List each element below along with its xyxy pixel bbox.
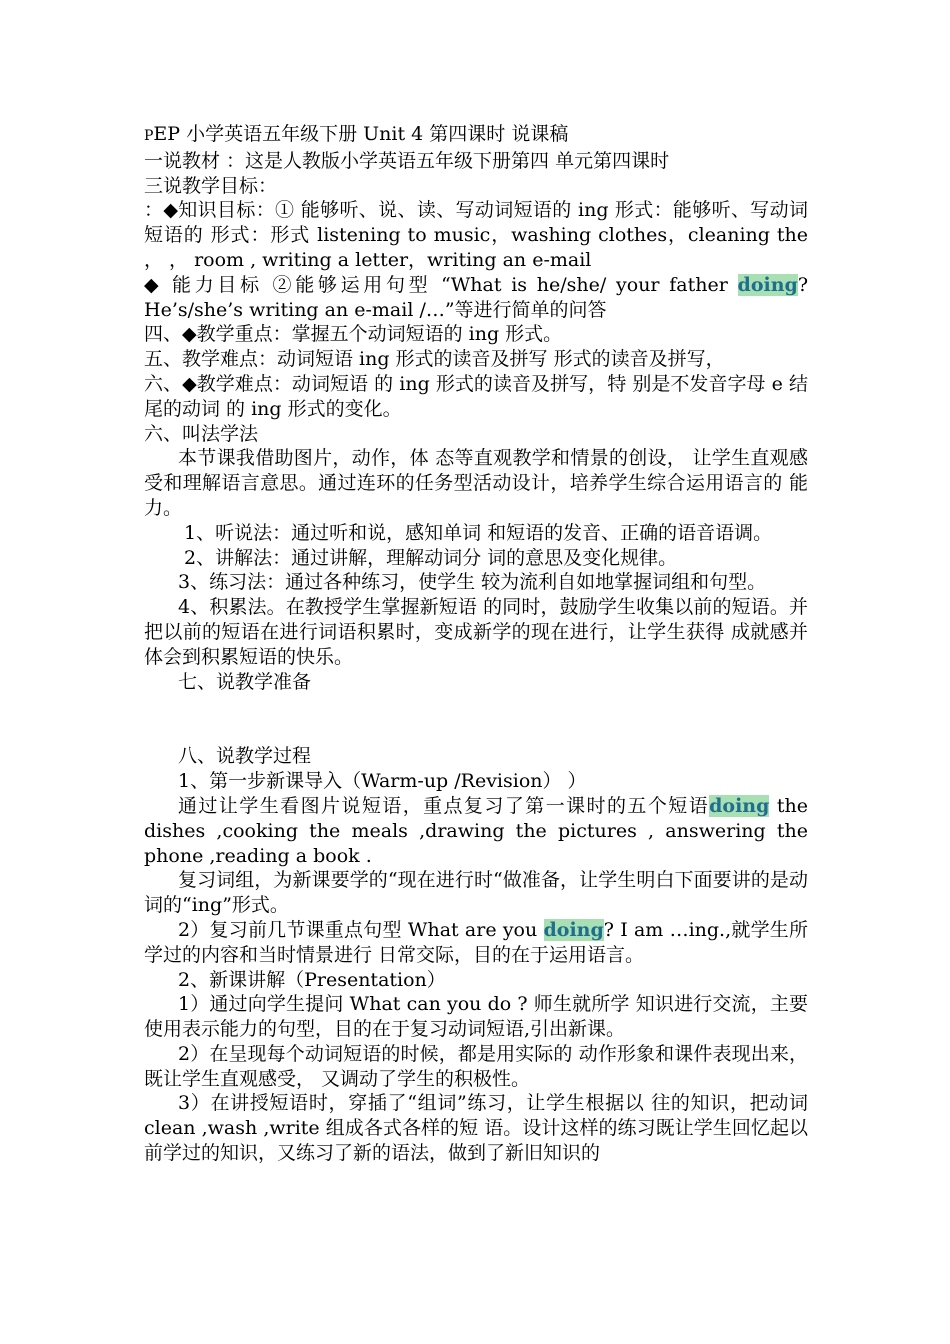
highlight-doing: doing xyxy=(737,273,798,296)
method-listening: 1、听说法：通过听和说，感知单词 和短语的发音、正确的语音语调。 xyxy=(184,521,773,544)
step-1-review: 复习词组，为新课要学的“现在进行时“做准备，让学生明白下面要讲的是动词的“ing”形式。 xyxy=(144,869,808,917)
section-objectives-heading: 三说教学目标： xyxy=(144,174,278,197)
methods-intro: 本节课我借助图片，动作，体 态等直观教学和情景的创设， 让学生直观感受和理解语言意思。通过连环的任务型活动设计，培养学生综合运用语言的 能力。 xyxy=(144,447,808,519)
section-textbook: 一说教材 ：这是人教版小学英语五年级下册第四 单元第四课时 xyxy=(144,149,670,172)
method-practice: 3、练习法：通过各种练习，使学生 较为流利自如地掌握词组和句型。 xyxy=(178,571,767,594)
step-2-item-1: 1）通过向学生提问 What can you do ? 师生就所学 知识进行交流，主要使用表示能力的句型，目的在于复习动词短语,引出新课。 xyxy=(144,993,808,1041)
process-heading: 八、说教学过程 xyxy=(178,745,312,768)
title-prefix: P xyxy=(144,128,154,144)
teaching-key-point: 四、◆教学重点：掌握五个动词短语的 ing 形式。 xyxy=(144,323,563,346)
preparation-heading: 七、说教学准备 xyxy=(178,670,312,693)
ability-objective-text: ◆ 能力目标 ②能够运用句型 “What is he/she/ your father xyxy=(144,273,738,296)
teaching-difficulty-2: 六、◆教学难点：动词短语 的 ing 形式的读音及拼写，特 别是不发音字母 e 结尾的动词 的 ing 形式的变化。 xyxy=(144,372,808,420)
method-accumulation: 4、积累法。在教授学生掌握新短语 的同时，鼓励学生收集以前的短语。并把以前的短语在进行词语积累时，变成新学的现在进行，让学生获得 成就感并体会到积累短语的快乐。 xyxy=(144,596,808,668)
step-1-text-b: the dishes ,cooking the meals ,drawing the pictures , answering the phone ,reading a book . xyxy=(144,794,808,867)
methods-heading: 六、叫法学法 xyxy=(144,422,259,445)
document-page xyxy=(144,122,808,1166)
doc-title xyxy=(144,122,808,149)
method-explaining: 2、讲解法：通过讲解，理解动词分 词的意思及变化规律。 xyxy=(184,546,678,569)
highlight-doing: doing xyxy=(543,918,604,941)
title-text: EP 小学英语五年级下册 Unit 4 第四课时 说课稿 xyxy=(153,123,569,145)
step-1-text-a: 通过让学生看图片说短语，重点复习了第一课时的五个短语 xyxy=(178,794,710,817)
step-1-text xyxy=(144,794,808,868)
step-1-sentence-review xyxy=(144,918,808,968)
teaching-difficulty-1: 五、教学难点：动词短语 ing 形式的读音及拼写 形式的读音及拼写， xyxy=(144,348,725,371)
sentence-review-a: 2）复习前几节课重点句型 What are you xyxy=(178,918,544,941)
ability-objective xyxy=(144,273,808,323)
step-1-heading: 1、第一步新课导入（Warm-up /Revision） ） xyxy=(178,770,587,793)
ability-objective-text-2: ? He’s/she’s writing an e-mail /…”等进行简单的问答 xyxy=(144,273,808,321)
step-2-item-3: 3）在讲授短语时，穿插了“组词”练习，让学生根据以 往的知识，把动词 clean ,wash ,write 组成各式各样的短 语。设计这样的练习既让学生回忆起以前学过的知识，又练习了新的语法，做到了新旧知识的 xyxy=(144,1092,808,1165)
knowledge-objective: ：◆知识目标：① 能够听、说、读、写动词短语的 ing 形式：能够听、写动词短语的 形式：形式 listening to music，washing clothes，cleaning the ， ， room , writing a letter，writing an e-mail xyxy=(144,199,808,271)
sentence-review-b: ? I am …ing.,就学生所学过的内容和当时情景进行 日常交际，目的在于运用语言。 xyxy=(144,918,808,966)
blank-space xyxy=(144,694,808,744)
highlight-doing: doing xyxy=(709,794,770,817)
step-2-heading: 2、新课讲解（Presentation） xyxy=(178,968,446,991)
step-2-item-2: 2）在呈现每个动词短语的时候，都是用实际的 动作形象和课件表现出来，既让学生直观感受， 又调动了学生的积极性。 xyxy=(144,1042,808,1090)
